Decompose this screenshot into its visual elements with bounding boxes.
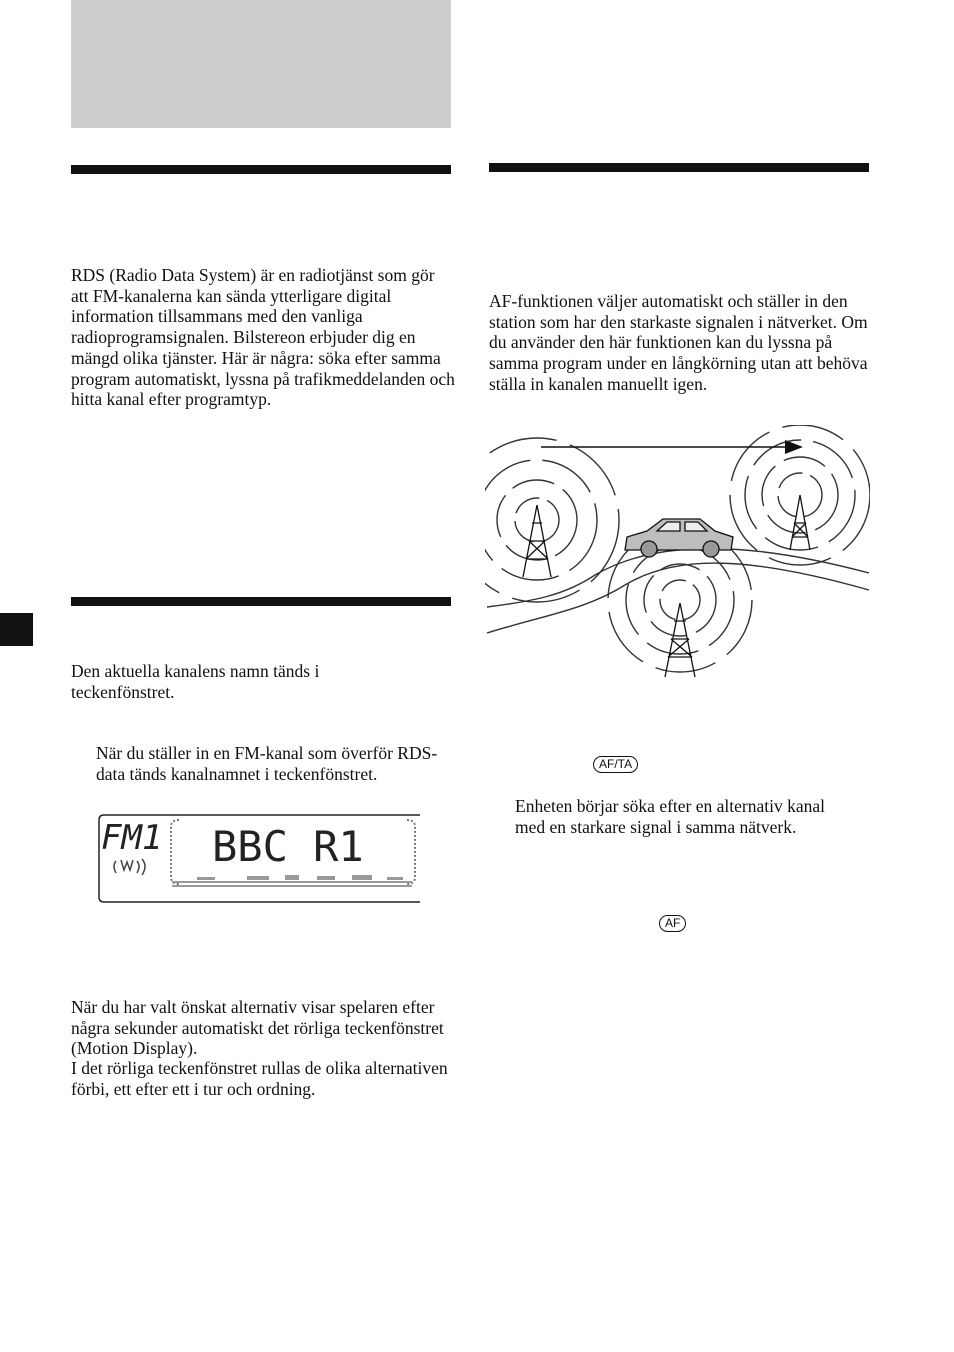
intro-paragraph: RDS (Radio Data System) är en radiotjänst som gör att FM-kanalerna kan sända ytterligare digital information tillsammans med den vanliga radioprogramsignalen. Bilstereon erbjuder dig en mängd olika tjänster. Här är några: söka efter samma program automatiskt, lyssna på trafikmeddelanden och hitta kanal efter programtyp. [71,265,455,410]
display-station-text: BBC R1 [212,822,364,871]
step-paragraph: När du ställer in en FM-kanal som överför RDS-data tänds kanalnamnet i teckenfönstret. [96,743,438,784]
display-band-text: FM1 [101,818,163,858]
station-name-paragraph: Den aktuella kanalens namn tänds i teckenfönstret. [71,661,320,702]
section-rule-af [489,163,869,172]
af-button-label: AF [659,915,686,932]
display-window-illustration [97,813,422,905]
af-ta-button[interactable] [593,755,638,773]
af-network-illustration [485,425,870,685]
af-ta-button-label: AF/TA [593,756,638,773]
side-index-tab [0,613,33,646]
motion-paragraph-2: I det rörliga teckenfönstret rullas de olika alternativen förbi, ett efter ett i tur och ordning. [71,1058,448,1099]
motion-paragraph-1: När du har valt önskat alternativ visar spelaren efter några sekunder automatiskt det rörliga teckenfönstret (Motion Display). [71,997,444,1059]
header-grey-block [71,0,451,128]
search-paragraph: Enheten börjar söka efter en alternativ kanal med en starkare signal i samma nätverk. [515,796,825,837]
af-paragraph: AF-funktionen väljer automatiskt och ställer in den station som har den starkaste signalen i nätverket. Om du använder den här funktionen kan du lyssna på samma program under en långkörning utan att behöva ställa in kanalen manuellt igen. [489,291,868,394]
section-rule-rds [71,165,451,174]
section-rule-station-name [71,597,451,606]
af-button[interactable] [659,914,686,932]
